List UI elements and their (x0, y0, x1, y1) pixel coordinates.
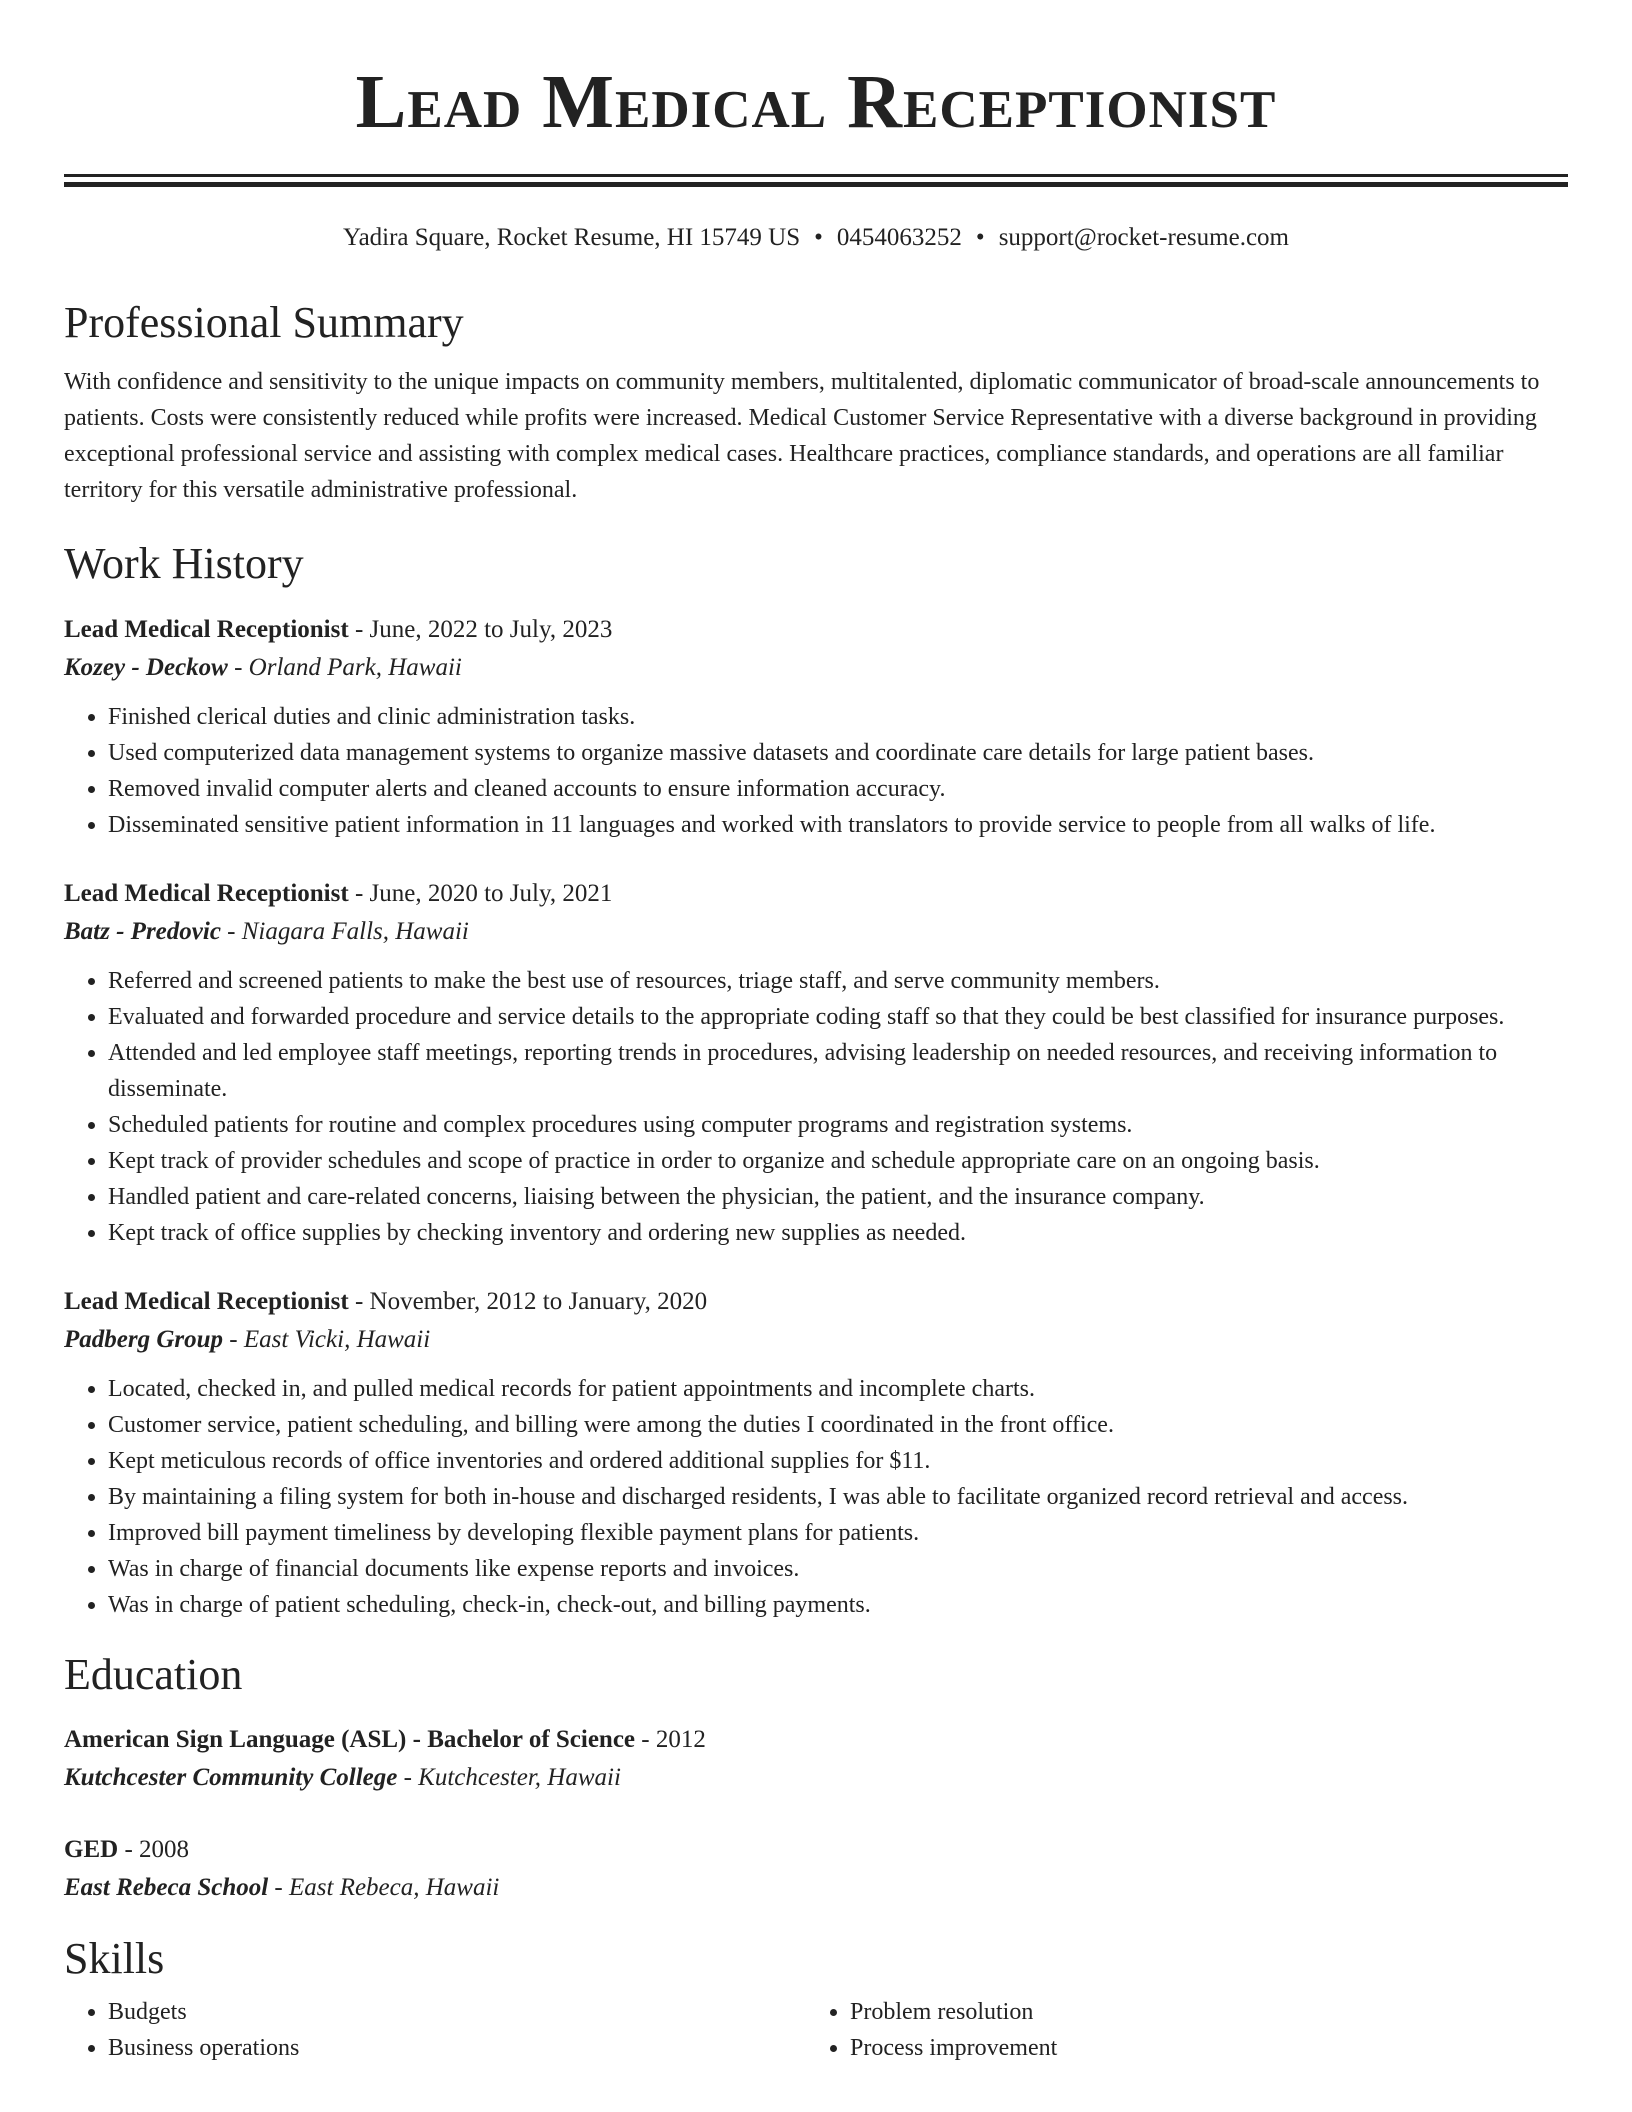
email: support@rocket-resume.com (998, 224, 1289, 251)
phone: 0454063252 (836, 224, 962, 251)
title-divider-bottom (64, 182, 1568, 187)
job-entry (64, 611, 1568, 843)
list-item: • Handled patient and care-related concerns, liaising between the physician, the patient, and the insurance company. (108, 1179, 1568, 1215)
company-line (64, 1321, 1568, 1359)
job-title-line (64, 875, 1568, 913)
company-name: Batz - Predovic (64, 917, 221, 945)
skill-item: • Process improvement (850, 2030, 1548, 2066)
resume-title: Lead Medical Receptionist (355, 60, 1277, 144)
graduation-year: - 2008 (118, 1836, 190, 1864)
job-bullets (64, 963, 1568, 1251)
degree: American Sign Language (ASL) - Bachelor of Science (64, 1726, 636, 1754)
school-line (64, 1869, 1568, 1907)
job-dates: - June, 2022 to July, 2023 (348, 615, 613, 643)
title-divider-top (64, 174, 1568, 177)
section-title-summary: Professional Summary (64, 298, 464, 347)
list-item: • Kept track of office supplies by checking inventory and ordering new supplies as needed. (108, 1215, 1568, 1251)
skills-list (64, 1994, 1568, 2066)
skill-item: • Problem resolution (850, 1994, 1548, 2030)
separator: • (814, 224, 823, 251)
list-item: • Kept meticulous records of office inventories and ordered additional supplies for $11. (108, 1443, 1568, 1479)
job-title-line (64, 611, 1568, 649)
education-entry (64, 1831, 1568, 1907)
company-name: Padberg Group (64, 1325, 224, 1353)
contact-line (64, 223, 1568, 253)
degree-line (64, 1831, 1568, 1869)
section-title-education: Education (64, 1649, 243, 1699)
list-item: • Located, checked in, and pulled medical records for patient appointments and incomplete charts. (108, 1371, 1568, 1407)
company-line (64, 913, 1568, 951)
section-title-work-history: Work History (64, 538, 304, 588)
list-item: • Removed invalid computer alerts and cleaned accounts to ensure information accuracy. (108, 771, 1568, 807)
list-item: • Disseminated sensitive patient information in 11 languages and worked with translators to provide service to people from all walks of life. (108, 807, 1568, 843)
job-dates: - June, 2020 to July, 2021 (348, 879, 613, 907)
section-title-skills: Skills (64, 1934, 165, 1984)
list-item: • By maintaining a filing system for both in-house and discharged residents, I was able to facilitate organized record retrieval and access. (108, 1479, 1568, 1515)
degree-line (64, 1721, 1568, 1759)
company-line (64, 649, 1568, 687)
list-item: • Referred and screened patients to make the best use of resources, triage staff, and serve community members. (108, 963, 1568, 999)
list-item: • Was in charge of patient scheduling, check-in, check-out, and billing payments. (108, 1587, 1568, 1623)
list-item: • Used computerized data management systems to organize massive datasets and coordinate care details for large patient bases. (108, 735, 1568, 771)
skill-item: • Business operations (108, 2030, 806, 2066)
job-title-line (64, 1283, 1568, 1321)
school-line (64, 1759, 1568, 1797)
list-item: • Finished clerical duties and clinic administration tasks. (108, 699, 1568, 735)
job-role: Lead Medical Receptionist (64, 1287, 349, 1315)
graduation-year: - 2012 (635, 1726, 706, 1754)
separator: • (975, 224, 985, 251)
school-name: East Rebeca School (64, 1874, 269, 1902)
skill-item: • Budgets (108, 1994, 806, 2030)
school-location: - East Rebeca, Hawaii (268, 1874, 500, 1902)
company-location: - Orland Park, Hawaii (227, 653, 462, 681)
job-role: Lead Medical Receptionist (64, 615, 349, 643)
resume-page (64, 0, 1568, 2066)
skills-column-left (64, 1994, 806, 2066)
job-bullets (64, 699, 1568, 843)
school-location: - Kutchcester, Hawaii (397, 1764, 621, 1792)
list-item: • Attended and led employee staff meetings, reporting trends in procedures, advising leadership on needed resources, and receiving information to disseminate. (108, 1035, 1568, 1107)
education-entry (64, 1721, 1568, 1797)
list-item: • Improved bill payment timeliness by developing flexible payment plans for patients. (108, 1515, 1568, 1551)
list-item: • Scheduled patients for routine and complex procedures using computer programs and registration systems. (108, 1107, 1568, 1143)
job-dates: - November, 2012 to January, 2020 (348, 1287, 708, 1315)
list-item: • Evaluated and forwarded procedure and service details to the appropriate coding staff so that they could be best classified for insurance purposes. (108, 999, 1568, 1035)
list-item: • Kept track of provider schedules and scope of practice in order to organize and schedule appropriate care on an ongoing basis. (108, 1143, 1568, 1179)
list-item: • Customer service, patient scheduling, and billing were among the duties I coordinated in the front office. (108, 1407, 1568, 1443)
job-bullets (64, 1371, 1568, 1623)
job-entry (64, 1283, 1568, 1623)
summary-text: With confidence and sensitivity to the unique impacts on community members, multitalented, diplomatic communicator of broad-scale announcements to patients. Costs were consistently reduced while profits were increased. Medical Customer Service Representative with a diverse background in providing exceptional professional service and assisting with complex medical cases. Healthcare practices, compliance standards, and operations are all familiar territory for this versatile administrative professional. (64, 368, 1540, 503)
company-location: - Niagara Falls, Hawaii (220, 917, 469, 945)
skills-column-right (806, 1994, 1548, 2066)
job-role: Lead Medical Receptionist (64, 879, 349, 907)
degree: GED (64, 1836, 119, 1864)
school-name: Kutchcester Community College (64, 1764, 398, 1792)
address: Yadira Square, Rocket Resume, HI 15749 US (343, 224, 801, 251)
company-name: Kozey - Deckow (64, 653, 228, 681)
list-item: • Was in charge of financial documents like expense reports and invoices. (108, 1551, 1568, 1587)
company-location: - East Vicki, Hawaii (223, 1325, 431, 1353)
job-entry (64, 875, 1568, 1251)
